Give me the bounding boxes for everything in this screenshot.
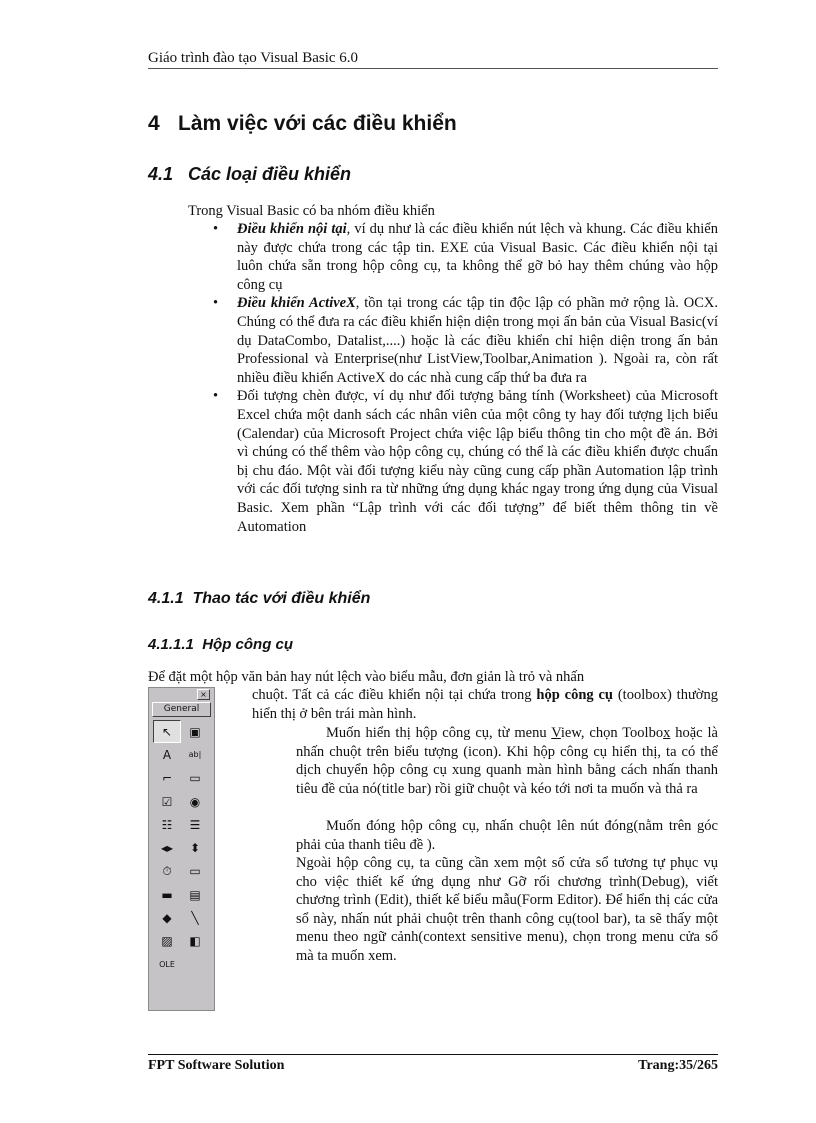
subsection-number: 4.1.1: [148, 590, 184, 607]
section-number: 4.1: [148, 164, 174, 184]
bullet-term: Điều khiển nội tại: [237, 221, 347, 237]
bullet-text: , tồn tại trong các tập tin độc lập có phần mở rộng là. OCX. Chúng có thể đưa ra các điều khiển hiện diện trong mọi ấn bản của Visual Basic(ví dụ DataCombo, Datalist,....) hoặc là các điều khiển chỉ hiện diện trong ấn bản Professional và Enterprise(như ListView,Toolbar,Animation ). Ngoài ra, còn rất nhiều điều khiển ActiveX do các nhà cung cấp thứ ba đưa ra: [237, 295, 718, 386]
subsubsection-number: 4.1.1.1: [148, 636, 194, 653]
empty-slot: [181, 953, 209, 976]
list-item: [188, 294, 718, 387]
close-icon: ×: [197, 689, 210, 700]
timer-icon: ⏱: [162, 863, 172, 878]
footer-company: FPT Software Solution: [148, 1058, 285, 1073]
subsubsection-heading: [148, 636, 293, 653]
toolbox-general-tab: General: [152, 702, 211, 717]
toolbox-titlebar: [149, 688, 214, 700]
toolbox-paragraph: [252, 686, 718, 723]
vscrollbar-icon: ⬍: [189, 841, 201, 856]
chapter-heading: [148, 112, 457, 136]
drivelistbox-icon: ▭: [189, 864, 201, 879]
subsection-heading: [148, 590, 370, 608]
optionbutton-icon: ◉: [189, 794, 201, 809]
commandbutton-icon: ▭: [189, 771, 201, 786]
bullet-text: , ví dụ như là các điều khiển nút lệch và khung. Các điều khiển này được chứa trong các tập tin. EXE của Visual Basic. Các điều khiển nội tại luôn chứa sẵn trong hộp công cụ, ta không thể gỡ bỏ hay thêm chúng vào hộp công cụ: [237, 221, 718, 293]
chapter-title: Làm việc với các điều khiển: [178, 112, 457, 135]
bullet-text: Đối tượng chèn được, ví dụ như đối tượng bảng tính (Worksheet) của Microsoft Excel chứa một danh sách các nhân viên của một công ty hay đối tượng lịch biểu (Calendar) của Microsoft Project chứa việc lập biểu thông tin cho một đề án. Bởi vì chúng có thể thêm vào hộp công cụ, chúng có thể là các điều khiển được chuẩn bị chu đáo. Một vài đối tượng kiểu này cũng cung cấp phần Automation lập trình với các đối tượng sinh ra từ những ứng dụng khác ngay trong ứng dụng của Visual Basic. Xem phần “Lập trình với các đối tượng” để biết thêm thông tin về Automation: [237, 388, 718, 535]
running-header: Giáo trình đào tạo Visual Basic 6.0: [148, 50, 359, 66]
placement-paragraph: Để đặt một hộp văn bản hay nút lệch vào biểu mẫu, đơn giản là trỏ và nhấn: [148, 669, 585, 685]
other-windows-paragraph: Ngoài hộp công cụ, ta cũng cần xem một số cửa sổ tương tự phục vụ cho việc thiết kế ứng dụng như Gỡ rối chương trình(Debug), viết chương trình (Edit), thiết kế biểu mẫu(Form Editor). Để hiển thị các cửa sổ này, nhấn nút phải chuột trên thanh công cụ(tool bar), ta sẽ thấy một menu theo ngữ cảnh(context sensitive menu), chọn trong menu cửa sổ mà ta muốn xem.: [296, 855, 718, 964]
toolbox-accelerator: x: [663, 725, 671, 741]
bullet-icon: •: [213, 221, 219, 237]
section-heading: [148, 164, 351, 185]
close-toolbox-paragraph: Muốn đóng hộp công cụ, nhấn chuột lên nút đóng(nằm trên góc phải của thanh tiêu đề ).: [296, 818, 718, 853]
label-icon: A: [162, 747, 172, 762]
intro-paragraph: Trong Visual Basic có ba nhóm điều khiển: [188, 203, 435, 219]
show-text-after: hoặc là nhấn chuột trên biểu tượng (icon). Khi hộp công cụ hiển thị, ta có thể dịch chuyển hộp công cụ xung quanh màn hình bằng cách nhấn thanh tiêu đề của nó(title bar) rồi giữ chuột và kéo tới nơi ta muốn và thả ra: [296, 725, 718, 797]
bullet-term: Điều khiển ActiveX: [237, 295, 356, 312]
line-icon: ╲: [191, 911, 199, 926]
toolbox-text-after: (toolbox) thường hiển thị ở bên trái màn hình.: [252, 687, 718, 722]
checkbox-icon: ☑: [161, 794, 173, 809]
filelistbox-icon: ▤: [189, 887, 201, 902]
subsubsection-title: Hộp công cụ: [202, 636, 294, 653]
header-rule: [148, 68, 718, 69]
chapter-number: 4: [148, 112, 160, 135]
combobox-icon: ☷: [161, 817, 173, 832]
ole-icon: OLE: [159, 960, 175, 970]
frame-icon: ⌐: [161, 771, 173, 786]
data-icon: ◧: [189, 934, 201, 949]
control-groups-list: [188, 220, 718, 536]
show-text-view: iew, chọn Toolbo: [560, 725, 664, 741]
dirlistbox-icon: ▬: [161, 887, 173, 902]
bullet-icon: •: [213, 388, 219, 405]
subsection-title: Thao tác với điều khiển: [192, 590, 371, 607]
section-title: Các loại điều khiển: [188, 164, 352, 184]
pointer-icon: ↖: [153, 720, 181, 743]
view-accelerator: V: [551, 725, 561, 741]
show-text-before: Muốn hiển thị hộp công cụ, từ menu: [326, 725, 552, 741]
toolbox-icon-grid: [149, 720, 214, 976]
shape-icon: ◆: [162, 911, 172, 926]
footer-rule: [148, 1054, 718, 1055]
toolbox-text-bold: hộp công cụ: [536, 687, 613, 703]
picturebox-icon: ▣: [189, 724, 201, 739]
listbox-icon: ☰: [189, 817, 201, 832]
textbox-icon: ab|: [188, 750, 202, 760]
footer-page-number: Trang:35/265: [638, 1058, 718, 1073]
image-icon: ▨: [161, 934, 173, 949]
toolbox-image: [148, 687, 215, 1011]
bullet-icon: •: [213, 295, 219, 312]
toolbox-text-before: chuột. Tất cả các điều khiển nội tại chứa trong: [252, 687, 537, 703]
hscrollbar-icon: ◂▸: [160, 841, 174, 856]
list-item: [188, 220, 718, 294]
show-toolbox-paragraph: [296, 724, 718, 798]
list-item: [188, 387, 718, 536]
